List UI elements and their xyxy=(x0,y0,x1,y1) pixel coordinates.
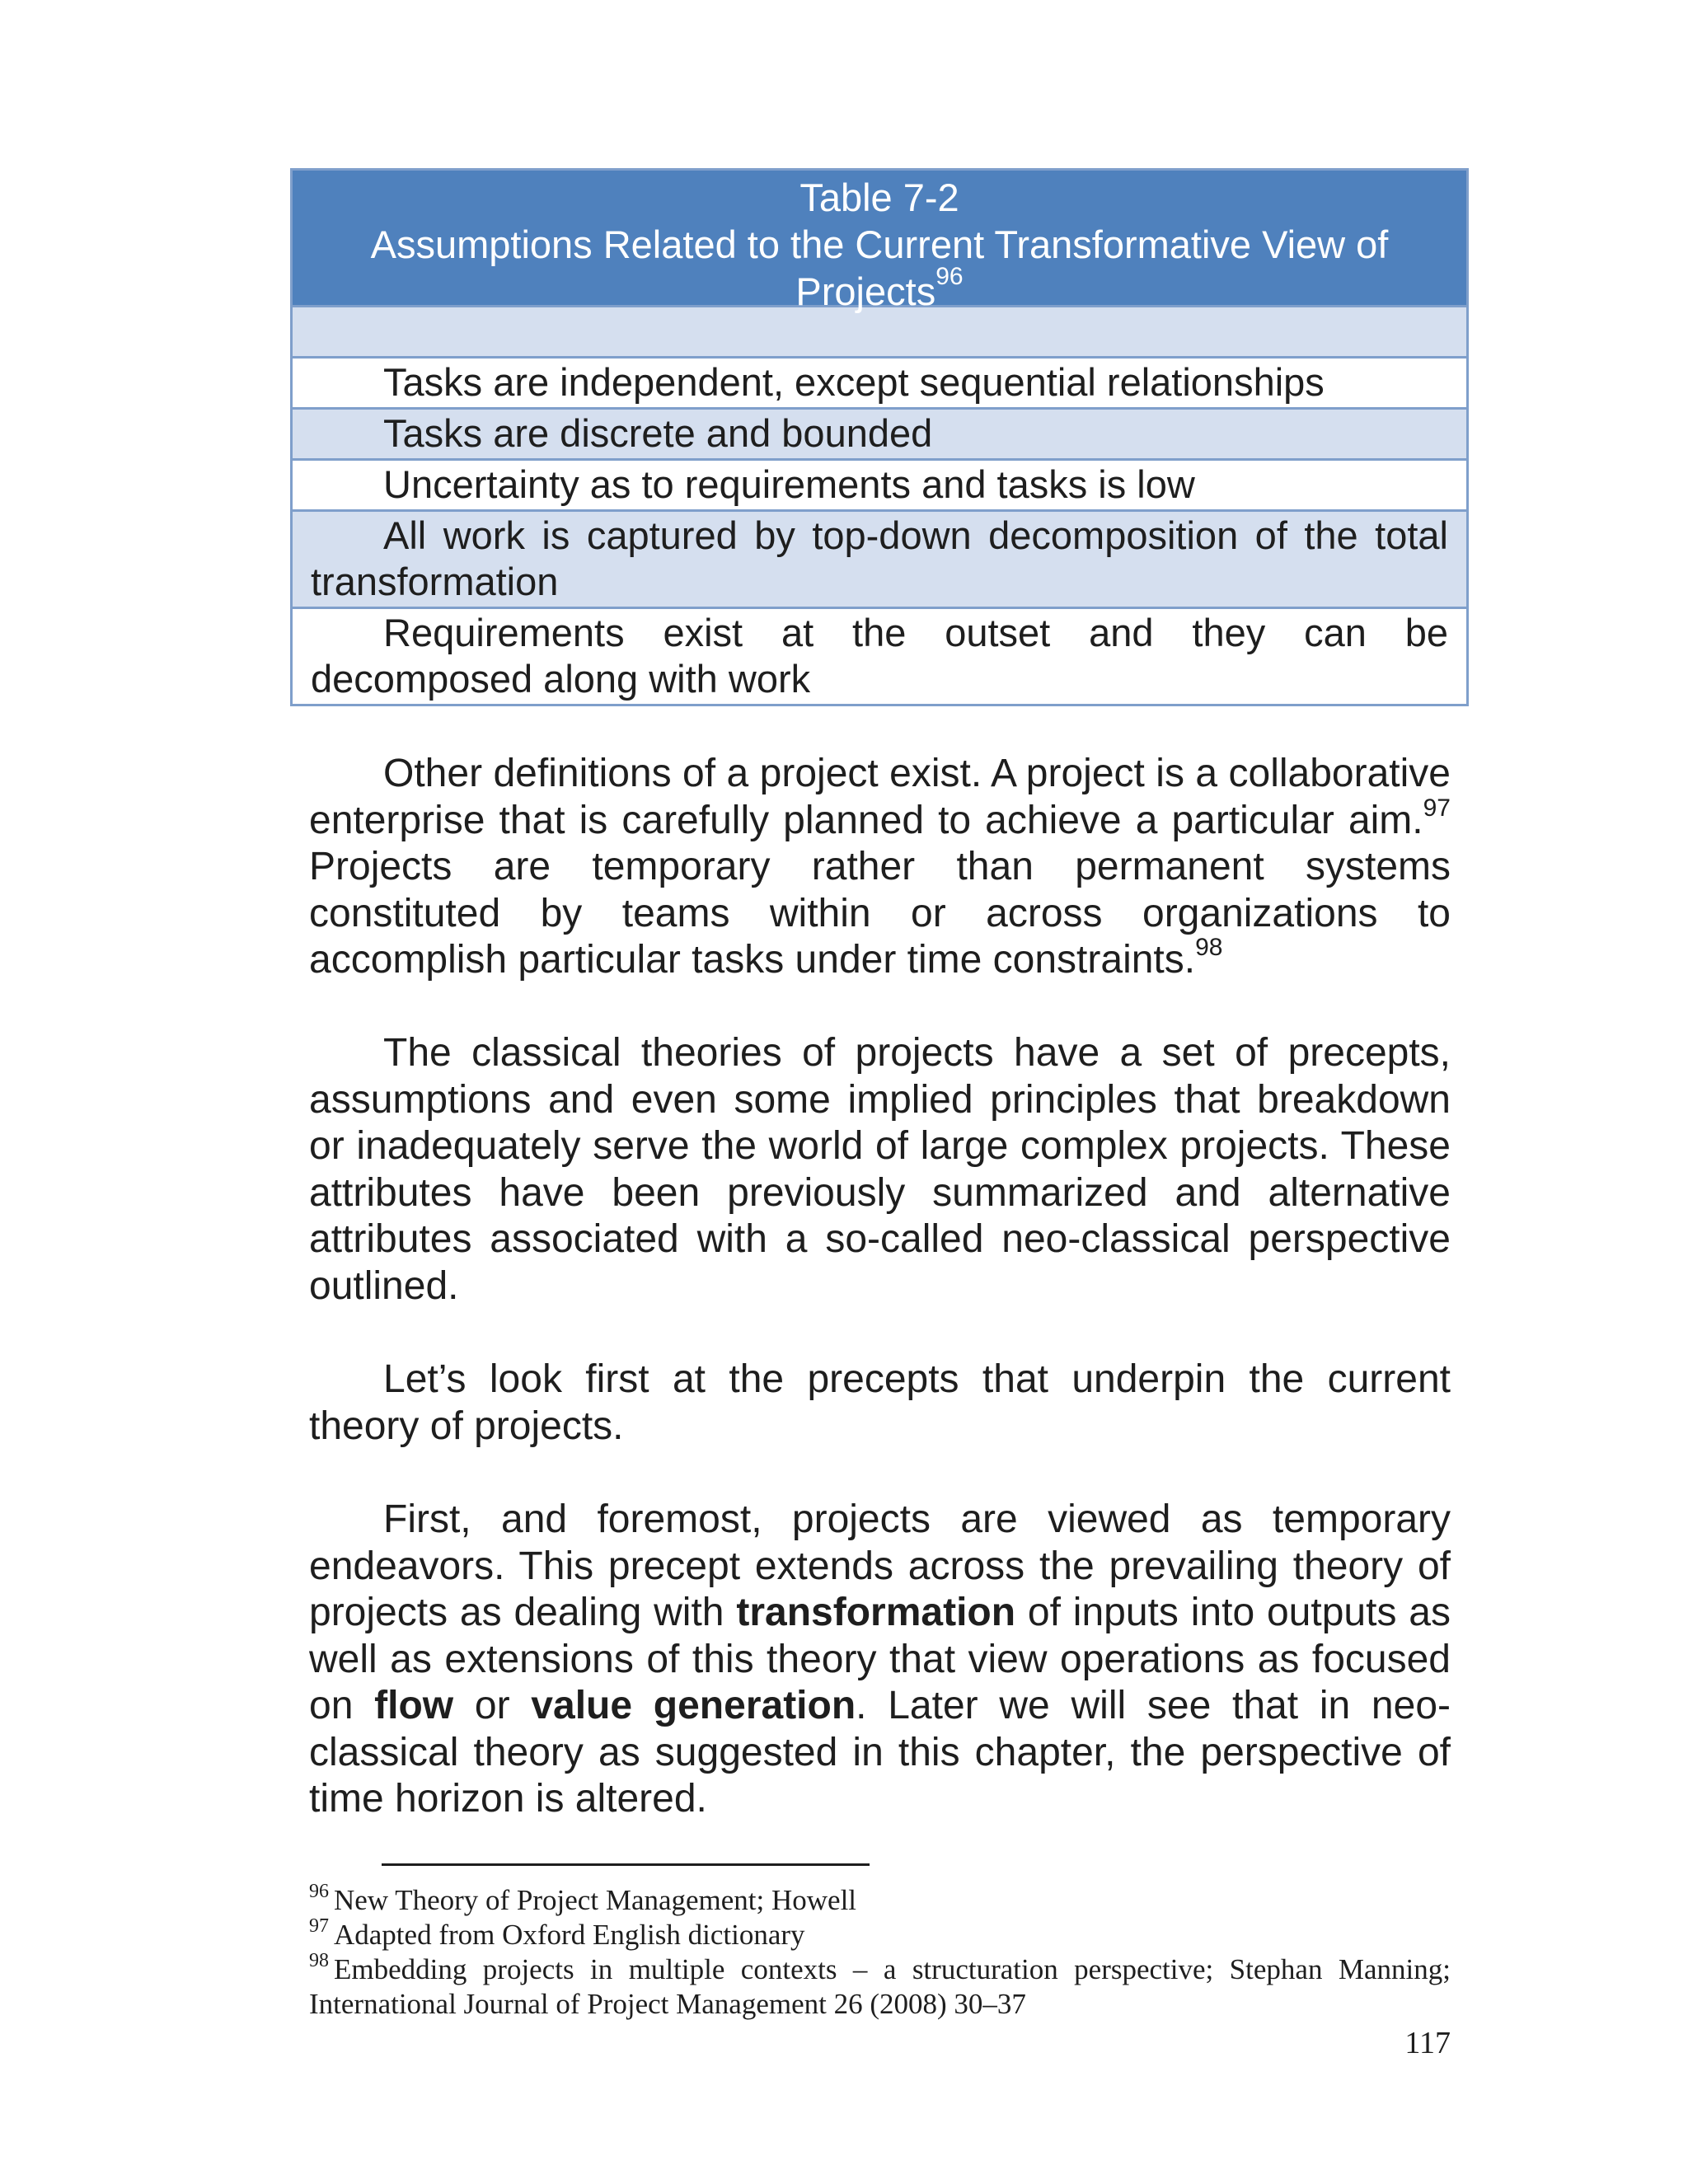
footnote-separator xyxy=(382,1863,870,1866)
body-paragraph xyxy=(309,1497,1451,1823)
table-row: Tasks are independent, except sequential relationships xyxy=(293,359,1466,410)
footnote-number: 96 xyxy=(309,1881,329,1903)
footnote-text: Adapted from Oxford English dictionary xyxy=(334,1919,805,1951)
footnote-ref-98[interactable]: 98 xyxy=(1195,934,1223,961)
paragraph-text: of inputs into outputs as well as extensions of this theory that view operations as focused on xyxy=(309,1591,1451,1727)
table-row: Requirements exist at the outset and they can be decomposed along with work xyxy=(293,609,1466,704)
footnote-number: 97 xyxy=(309,1915,329,1938)
table-caption-title: Assumptions Related to the Current Transformative View of xyxy=(370,223,1389,266)
bold-term-transformation: transformation xyxy=(736,1591,1016,1634)
table-empty-row xyxy=(293,307,1466,359)
bold-term-flow: flow xyxy=(374,1684,454,1727)
table-caption xyxy=(293,171,1466,313)
paragraph-text: First, and foremost, projects are viewed as temporary endeavors. This precept extends across the prevailing theory of projects as dealing with xyxy=(309,1497,1451,1634)
table-caption-number: Table 7-2 xyxy=(799,176,959,219)
bold-term-value-generation: value generation xyxy=(531,1684,856,1727)
footnote xyxy=(309,1883,1451,1918)
paragraph-text: or xyxy=(453,1684,532,1727)
body-paragraph xyxy=(309,751,1451,984)
footnote-ref-97[interactable]: 97 xyxy=(1423,794,1451,822)
page-number: 117 xyxy=(1404,2026,1451,2060)
paragraph-text: Other definitions of a project exist. A project is a collaborative enterprise that is carefully planned to achieve a particular aim. xyxy=(309,752,1451,842)
paragraph-text: Projects are temporary rather than permanent systems constituted by teams within or across organizations to accomplish particular tasks under time constraints. xyxy=(309,845,1451,982)
table-row: Tasks are discrete and bounded xyxy=(293,410,1466,461)
body-paragraph: Let’s look first at the precepts that underpin the current theory of projects. xyxy=(309,1357,1451,1448)
table-row: Uncertainty as to requirements and tasks is low xyxy=(293,461,1466,512)
assumptions-table xyxy=(290,168,1469,706)
footnote-ref-96[interactable]: 96 xyxy=(935,263,964,290)
footnote xyxy=(309,1952,1451,2022)
footnote xyxy=(309,1915,1451,1952)
footnote-number: 98 xyxy=(309,1950,329,1972)
footnote-text: New Theory of Project Management; Howell xyxy=(334,1884,857,1916)
paragraph-text: . Later we will see that in neo-classical theory as suggested in this chapter, the perspective of time horizon is altered. xyxy=(309,1684,1451,1821)
body-paragraph: The classical theories of projects have a set of precepts, assumptions and even some implied principles that breakdown or inadequately serve the world of large complex projects. These attributes have been previously summarized and alternative attributes associated with a so-called neo-classical perspective outlined. xyxy=(309,1031,1451,1308)
table-caption-title-word: Projects xyxy=(795,269,936,313)
footnote-text: Embedding projects in multiple contexts – a structuration perspective; Stephan Manning; International Journal of Project Management 26 (2008) 30–37 xyxy=(309,1953,1451,2020)
table-row: All work is captured by top-down decomposition of the total transformation xyxy=(293,512,1466,609)
